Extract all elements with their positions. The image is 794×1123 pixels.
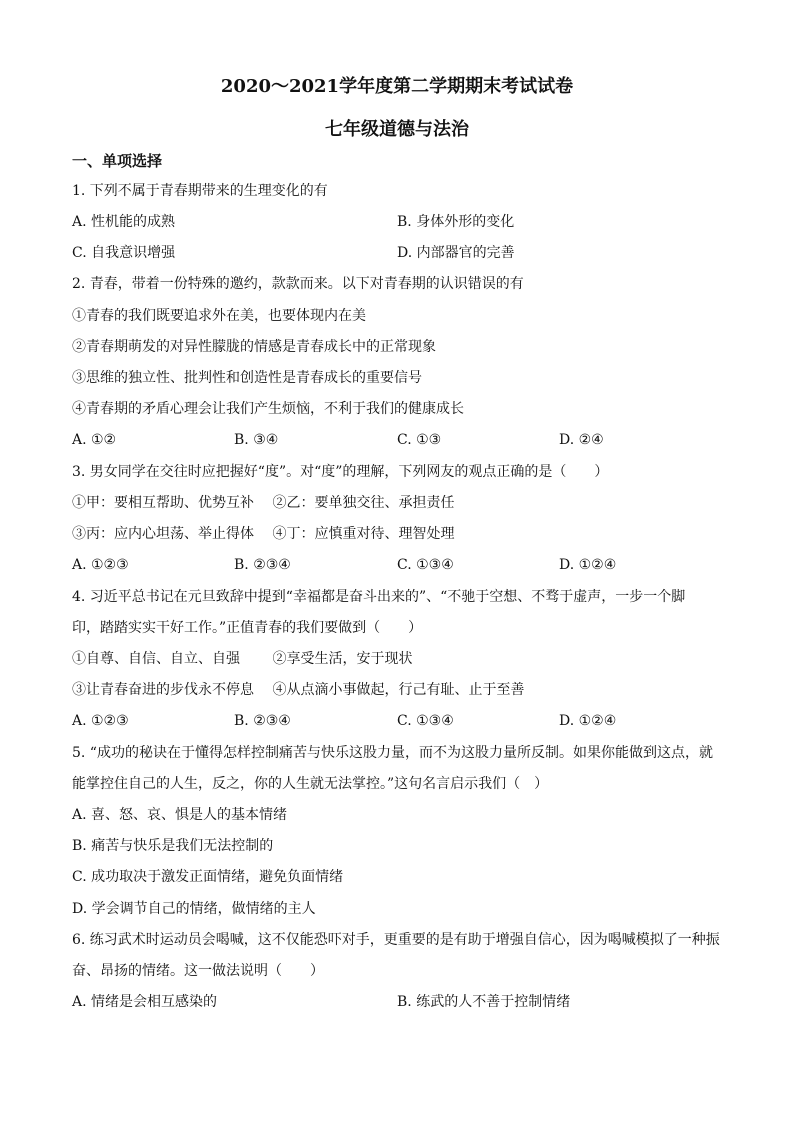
section-heading: 一、单项选择 xyxy=(72,152,163,170)
q5-option-b: B. 痛苦与快乐是我们无法控制的 xyxy=(72,838,274,854)
q1-option-d: D. 内部器官的完善 xyxy=(397,245,515,261)
q5-option-c: C. 成功取决于激发正面情绪，避免负面情绪 xyxy=(72,869,344,885)
q3-items-row-2: ③丙：应内心坦荡、举止得体 ④丁：应慎重对待、理智处理 xyxy=(72,526,455,542)
q5-option-a: A. 喜、怒、哀、惧是人的基本情绪 xyxy=(72,807,288,823)
q2-item-3: ③思维的独立性、批判性和创造性是青春成长的重要信号 xyxy=(72,370,422,386)
q5-option-d: D. 学会调节自己的情绪，做情绪的主人 xyxy=(72,901,316,917)
question-2-stem: 2. 青春，带着一份特殊的邀约，款款而来。以下对青春期的认识错误的有 xyxy=(72,276,524,292)
q4-items-row-2: ③让青春奋进的步伐永不停息 ④从点滴小事做起，行己有耻、止于至善 xyxy=(72,682,525,698)
question-6-stem-line-1: 6. 练习武术时运动员会喝喊，这不仅能恐吓对手，更重要的是有助于增强自信心，因为喝喊模拟了一种振 xyxy=(72,932,720,948)
q4-option-a: A. ①②③ xyxy=(72,713,129,729)
q6-option-a: A. 情绪是会相互感染的 xyxy=(72,994,218,1010)
question-3-stem: 3. 男女同学在交往时应把握好“度”。对“度”的理解，下列网友的观点正确的是（ ） xyxy=(72,464,609,480)
question-6-stem-line-2: 奋、昂扬的情绪。这一做法说明（ ） xyxy=(72,963,324,979)
q2-item-2: ②青春期萌发的对异性朦胧的情感是青春成长中的正常现象 xyxy=(72,339,436,355)
question-4-stem-line-2: 印，踏踏实实干好工作。”正值青春的我们要做到（ ） xyxy=(72,620,423,636)
q3-option-b: B. ②③④ xyxy=(234,557,291,573)
question-1-stem: 1. 下列不属于青春期带来的生理变化的有 xyxy=(72,183,328,199)
q3-items-row-1: ①甲：要相互帮助、优势互补 ②乙：要单独交往、承担责任 xyxy=(72,495,455,511)
q4-option-c: C. ①③④ xyxy=(397,713,454,729)
q6-option-b: B. 练武的人不善于控制情绪 xyxy=(397,994,571,1010)
q4-option-b: B. ②③④ xyxy=(234,713,291,729)
q2-option-d: D. ②④ xyxy=(559,432,604,448)
question-4-stem-line-1: 4. 习近平总书记在元旦致辞中提到“幸福都是奋斗出来的”、“不驰于空想、不骛于虚声，一步一个脚 xyxy=(72,589,686,605)
question-5-stem-line-1: 5. “成功的秘诀在于懂得怎样控制痛苦与快乐这股力量，而不为这股力量所反制。如果你能做到这点，就 xyxy=(72,745,713,761)
exam-subject: 七年级道德与法治 xyxy=(325,119,469,140)
q2-option-b: B. ③④ xyxy=(234,432,279,448)
q3-option-d: D. ①②④ xyxy=(559,557,617,573)
question-5-stem-line-2: 能掌控住自己的人生，反之，你的人生就无法掌控。”这句名言启示我们（ ） xyxy=(72,776,549,792)
q4-option-d: D. ①②④ xyxy=(559,713,617,729)
q2-option-a: A. ①② xyxy=(72,432,117,448)
q2-item-1: ①青春的我们既要追求外在美，也要体现内在美 xyxy=(72,308,366,324)
q1-option-c: C. 自我意识增强 xyxy=(72,245,176,261)
exam-title: 2020～2021学年度第二学期期末考试试卷 xyxy=(220,76,574,97)
q2-option-c: C. ①③ xyxy=(397,432,442,448)
q3-option-a: A. ①②③ xyxy=(72,557,129,573)
q3-option-c: C. ①③④ xyxy=(397,557,454,573)
q1-option-b: B. 身体外形的变化 xyxy=(397,214,515,230)
q2-item-4: ④青春期的矛盾心理会让我们产生烦恼，不利于我们的健康成长 xyxy=(72,401,464,417)
q1-option-a: A. 性机能的成熟 xyxy=(72,214,176,230)
q4-items-row-1: ①自尊、自信、自立、自强 ②享受生活，安于现状 xyxy=(72,651,413,667)
